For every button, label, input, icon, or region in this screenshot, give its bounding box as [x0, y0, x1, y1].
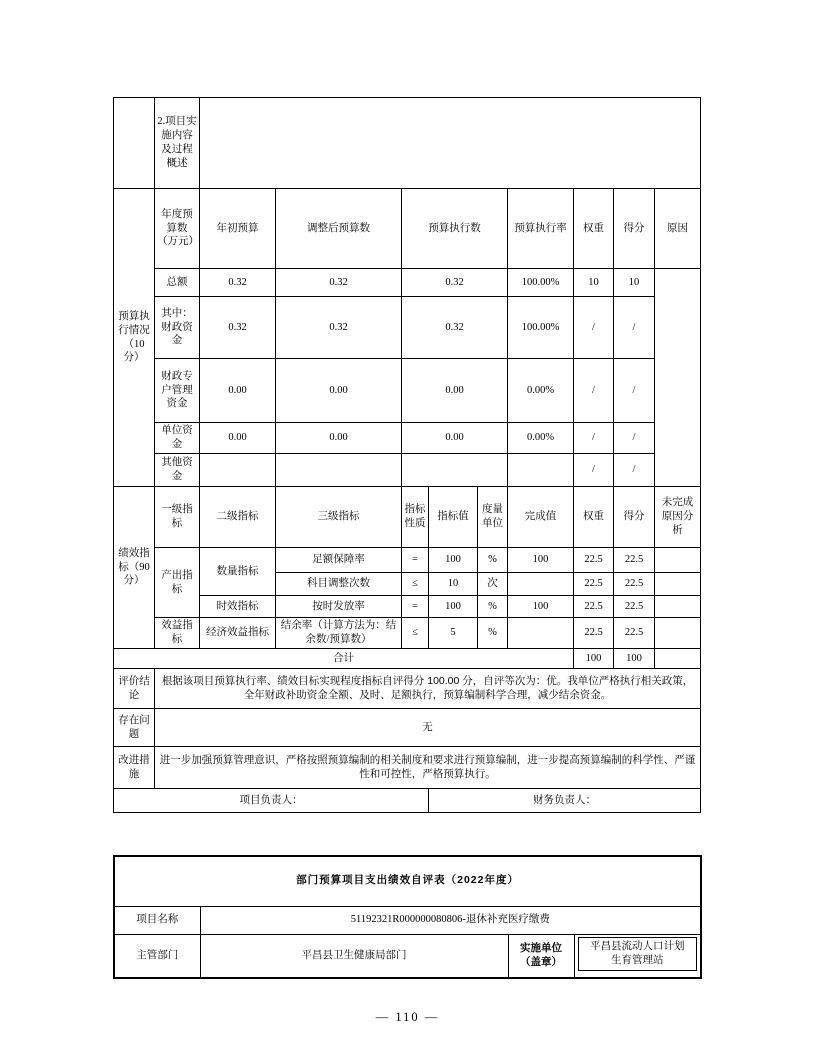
adjusted-value: 0.32 — [276, 297, 402, 359]
budget-row-other-funds — [114, 454, 701, 487]
budget-col-weight: 权重 — [574, 189, 614, 269]
indicator-weight: 22.5 — [574, 573, 614, 596]
overview-side-cell — [114, 98, 155, 189]
indicator-name: 结余率（计算方法为：结余数/预算数） — [276, 618, 402, 649]
budget-col-reason: 原因 — [655, 189, 701, 269]
perf-total-row — [114, 649, 701, 669]
measures-text: 进一步加强预算管理意识，严格按照预算编制的相关制度和要求进行预算编制，进一步提高预算编制的科学性、严谨性和可控性，严格预算执行。 — [155, 747, 701, 789]
perf-row-guarantee — [114, 548, 701, 573]
indicator-target: 5 — [429, 618, 478, 649]
budget-section-label: 预算执行情况（10分） — [114, 189, 155, 487]
weight-value: / — [574, 423, 614, 454]
problems-label: 存在问题 — [114, 709, 155, 747]
indicator-name: 按时发放率 — [276, 596, 402, 618]
executed-value: 0.32 — [402, 297, 508, 359]
indicator-target: 100 — [429, 548, 478, 573]
rate-value — [508, 454, 574, 487]
rate-value: 0.00% — [508, 423, 574, 454]
t2-department-row — [114, 934, 701, 978]
measures-label: 改进措施 — [114, 747, 155, 789]
weight-value: / — [574, 454, 614, 487]
level1-benefit: 效益指标 — [155, 618, 200, 649]
score-value: / — [614, 359, 655, 423]
impl-unit-value: 平昌县流动人口计划生育管理站 — [578, 937, 698, 971]
perf-col-nature: 指标性质 — [402, 487, 429, 548]
conclusion-label: 评价结论 — [114, 669, 155, 709]
initial-value: 0.00 — [200, 359, 276, 423]
budget-col-executed: 预算执行数 — [402, 189, 508, 269]
indicator-done: 100 — [508, 596, 574, 618]
budget-col-annual: 年度预算数（万元） — [155, 189, 200, 269]
perf-col-weight: 权重 — [574, 487, 614, 548]
indicator-unit: 次 — [478, 573, 508, 596]
rate-value: 100.00% — [508, 297, 574, 359]
project-lead-label: 项目负责人： — [114, 789, 429, 813]
rate-value: 100.00% — [508, 269, 574, 297]
perf-row-on-time — [114, 596, 701, 618]
executed-value: 0.00 — [402, 359, 508, 423]
adjusted-value — [276, 454, 402, 487]
budget-row-total — [114, 269, 701, 297]
t2-title-row — [114, 856, 701, 906]
t2-project-name-row — [114, 906, 701, 934]
indicator-done: 100 — [508, 548, 574, 573]
overview-label: 2.项目实施内容及过程概述 — [155, 98, 200, 189]
indicator-score: 22.5 — [614, 573, 655, 596]
indicator-done — [508, 573, 574, 596]
weight-value: 10 — [574, 269, 614, 297]
initial-value: 0.32 — [200, 297, 276, 359]
total-why — [655, 649, 701, 669]
perf-col-why: 未完成原因分析 — [655, 487, 701, 548]
reason-cell — [655, 269, 701, 487]
budget-col-score: 得分 — [614, 189, 655, 269]
indicator-score: 22.5 — [614, 548, 655, 573]
indicator-target: 10 — [429, 573, 478, 596]
indicator-why — [655, 573, 701, 596]
weight-value: / — [574, 359, 614, 423]
executed-value — [402, 454, 508, 487]
budget-row-special-account — [114, 359, 701, 423]
indicator-name: 科目调整次数 — [276, 573, 402, 596]
problems-row — [114, 709, 701, 747]
self-eval-table — [113, 97, 701, 813]
score-value: / — [614, 454, 655, 487]
project-name-label: 项目名称 — [114, 906, 200, 934]
budget-col-adjusted: 调整后预算数 — [276, 189, 402, 269]
total-label: 合计 — [114, 649, 574, 669]
indicator-weight: 22.5 — [574, 596, 614, 618]
score-value: 10 — [614, 269, 655, 297]
indicator-nature: = — [402, 548, 429, 573]
perf-col-done: 完成值 — [508, 487, 574, 548]
indicator-why — [655, 618, 701, 649]
indicator-unit: % — [478, 618, 508, 649]
initial-value: 0.32 — [200, 269, 276, 297]
next-eval-table — [113, 855, 702, 979]
indicator-name: 足额保障率 — [276, 548, 402, 573]
level2-quantity: 数量指标 — [200, 548, 276, 596]
overview-row — [114, 98, 701, 189]
conclusion-row — [114, 669, 701, 709]
perf-col-score: 得分 — [614, 487, 655, 548]
indicator-unit: % — [478, 548, 508, 573]
score-value: / — [614, 297, 655, 359]
indicator-target: 100 — [429, 596, 478, 618]
level2-economic: 经济效益指标 — [200, 618, 276, 649]
row-label: 单位资金 — [155, 423, 200, 454]
indicator-nature: ≤ — [402, 573, 429, 596]
indicator-nature: ≤ — [402, 618, 429, 649]
conclusion-text: 根据该项目预算执行率、绩效目标实现程度指标自评得分 100.00 分，自评等次为：优。我单位严格执行相关政策，全年财政补助资金全额、及时、足额执行，预算编制科学合理，减少结余资金。 — [155, 669, 701, 709]
row-label: 总额 — [155, 269, 200, 297]
department-value: 平昌县卫生健康局部门 — [200, 934, 508, 978]
perf-section-label: 绩效指标（90分） — [114, 487, 155, 649]
perf-col-level1: 一级指标 — [155, 487, 200, 548]
perf-col-target: 指标值 — [429, 487, 478, 548]
adjusted-value: 0.32 — [276, 269, 402, 297]
signature-row — [114, 789, 701, 813]
measures-row — [114, 747, 701, 789]
finance-lead-label: 财务负责人： — [429, 789, 701, 813]
row-label: 其中：财政资金 — [155, 297, 200, 359]
budget-row-fiscal — [114, 297, 701, 359]
indicator-why — [655, 548, 701, 573]
total-score: 100 — [614, 649, 655, 669]
department-label: 主管部门 — [114, 934, 200, 978]
executed-value: 0.32 — [402, 269, 508, 297]
perf-col-unit: 度量单位 — [478, 487, 508, 548]
budget-row-unit-funds — [114, 423, 701, 454]
indicator-score: 22.5 — [614, 618, 655, 649]
t2-title: 部门预算项目支出绩效自评表（2022年度） — [114, 856, 701, 906]
rate-value: 0.00% — [508, 359, 574, 423]
indicator-nature: = — [402, 596, 429, 618]
initial-value — [200, 454, 276, 487]
indicator-score: 22.5 — [614, 596, 655, 618]
indicator-done — [508, 618, 574, 649]
indicator-weight: 22.5 — [574, 618, 614, 649]
indicator-weight: 22.5 — [574, 548, 614, 573]
row-label: 其他资金 — [155, 454, 200, 487]
perf-col-level3: 三级指标 — [276, 487, 402, 548]
problems-text: 无 — [155, 709, 701, 747]
budget-col-initial: 年初预算 — [200, 189, 276, 269]
overview-content — [200, 98, 701, 189]
impl-unit-cell — [574, 934, 701, 978]
executed-value: 0.00 — [402, 423, 508, 454]
perf-col-level2: 二级指标 — [200, 487, 276, 548]
perf-row-surplus-rate — [114, 618, 701, 649]
adjusted-value: 0.00 — [276, 423, 402, 454]
weight-value: / — [574, 297, 614, 359]
score-value: / — [614, 423, 655, 454]
indicator-unit: % — [478, 596, 508, 618]
row-label: 财政专户管理资金 — [155, 359, 200, 423]
project-name-value: 51192321R000000080806-退休补充医疗缴费 — [200, 906, 701, 934]
budget-header-row — [114, 189, 701, 269]
level2-timeliness: 时效指标 — [200, 596, 276, 618]
adjusted-value: 0.00 — [276, 359, 402, 423]
initial-value: 0.00 — [200, 423, 276, 454]
perf-header-row — [114, 487, 701, 548]
page-number: — 110 — — [375, 1010, 440, 1024]
impl-unit-label: 实施单位（盖章） — [508, 934, 574, 978]
budget-col-rate: 预算执行率 — [508, 189, 574, 269]
indicator-why — [655, 596, 701, 618]
total-weight: 100 — [574, 649, 614, 669]
level1-output: 产出指标 — [155, 548, 200, 618]
